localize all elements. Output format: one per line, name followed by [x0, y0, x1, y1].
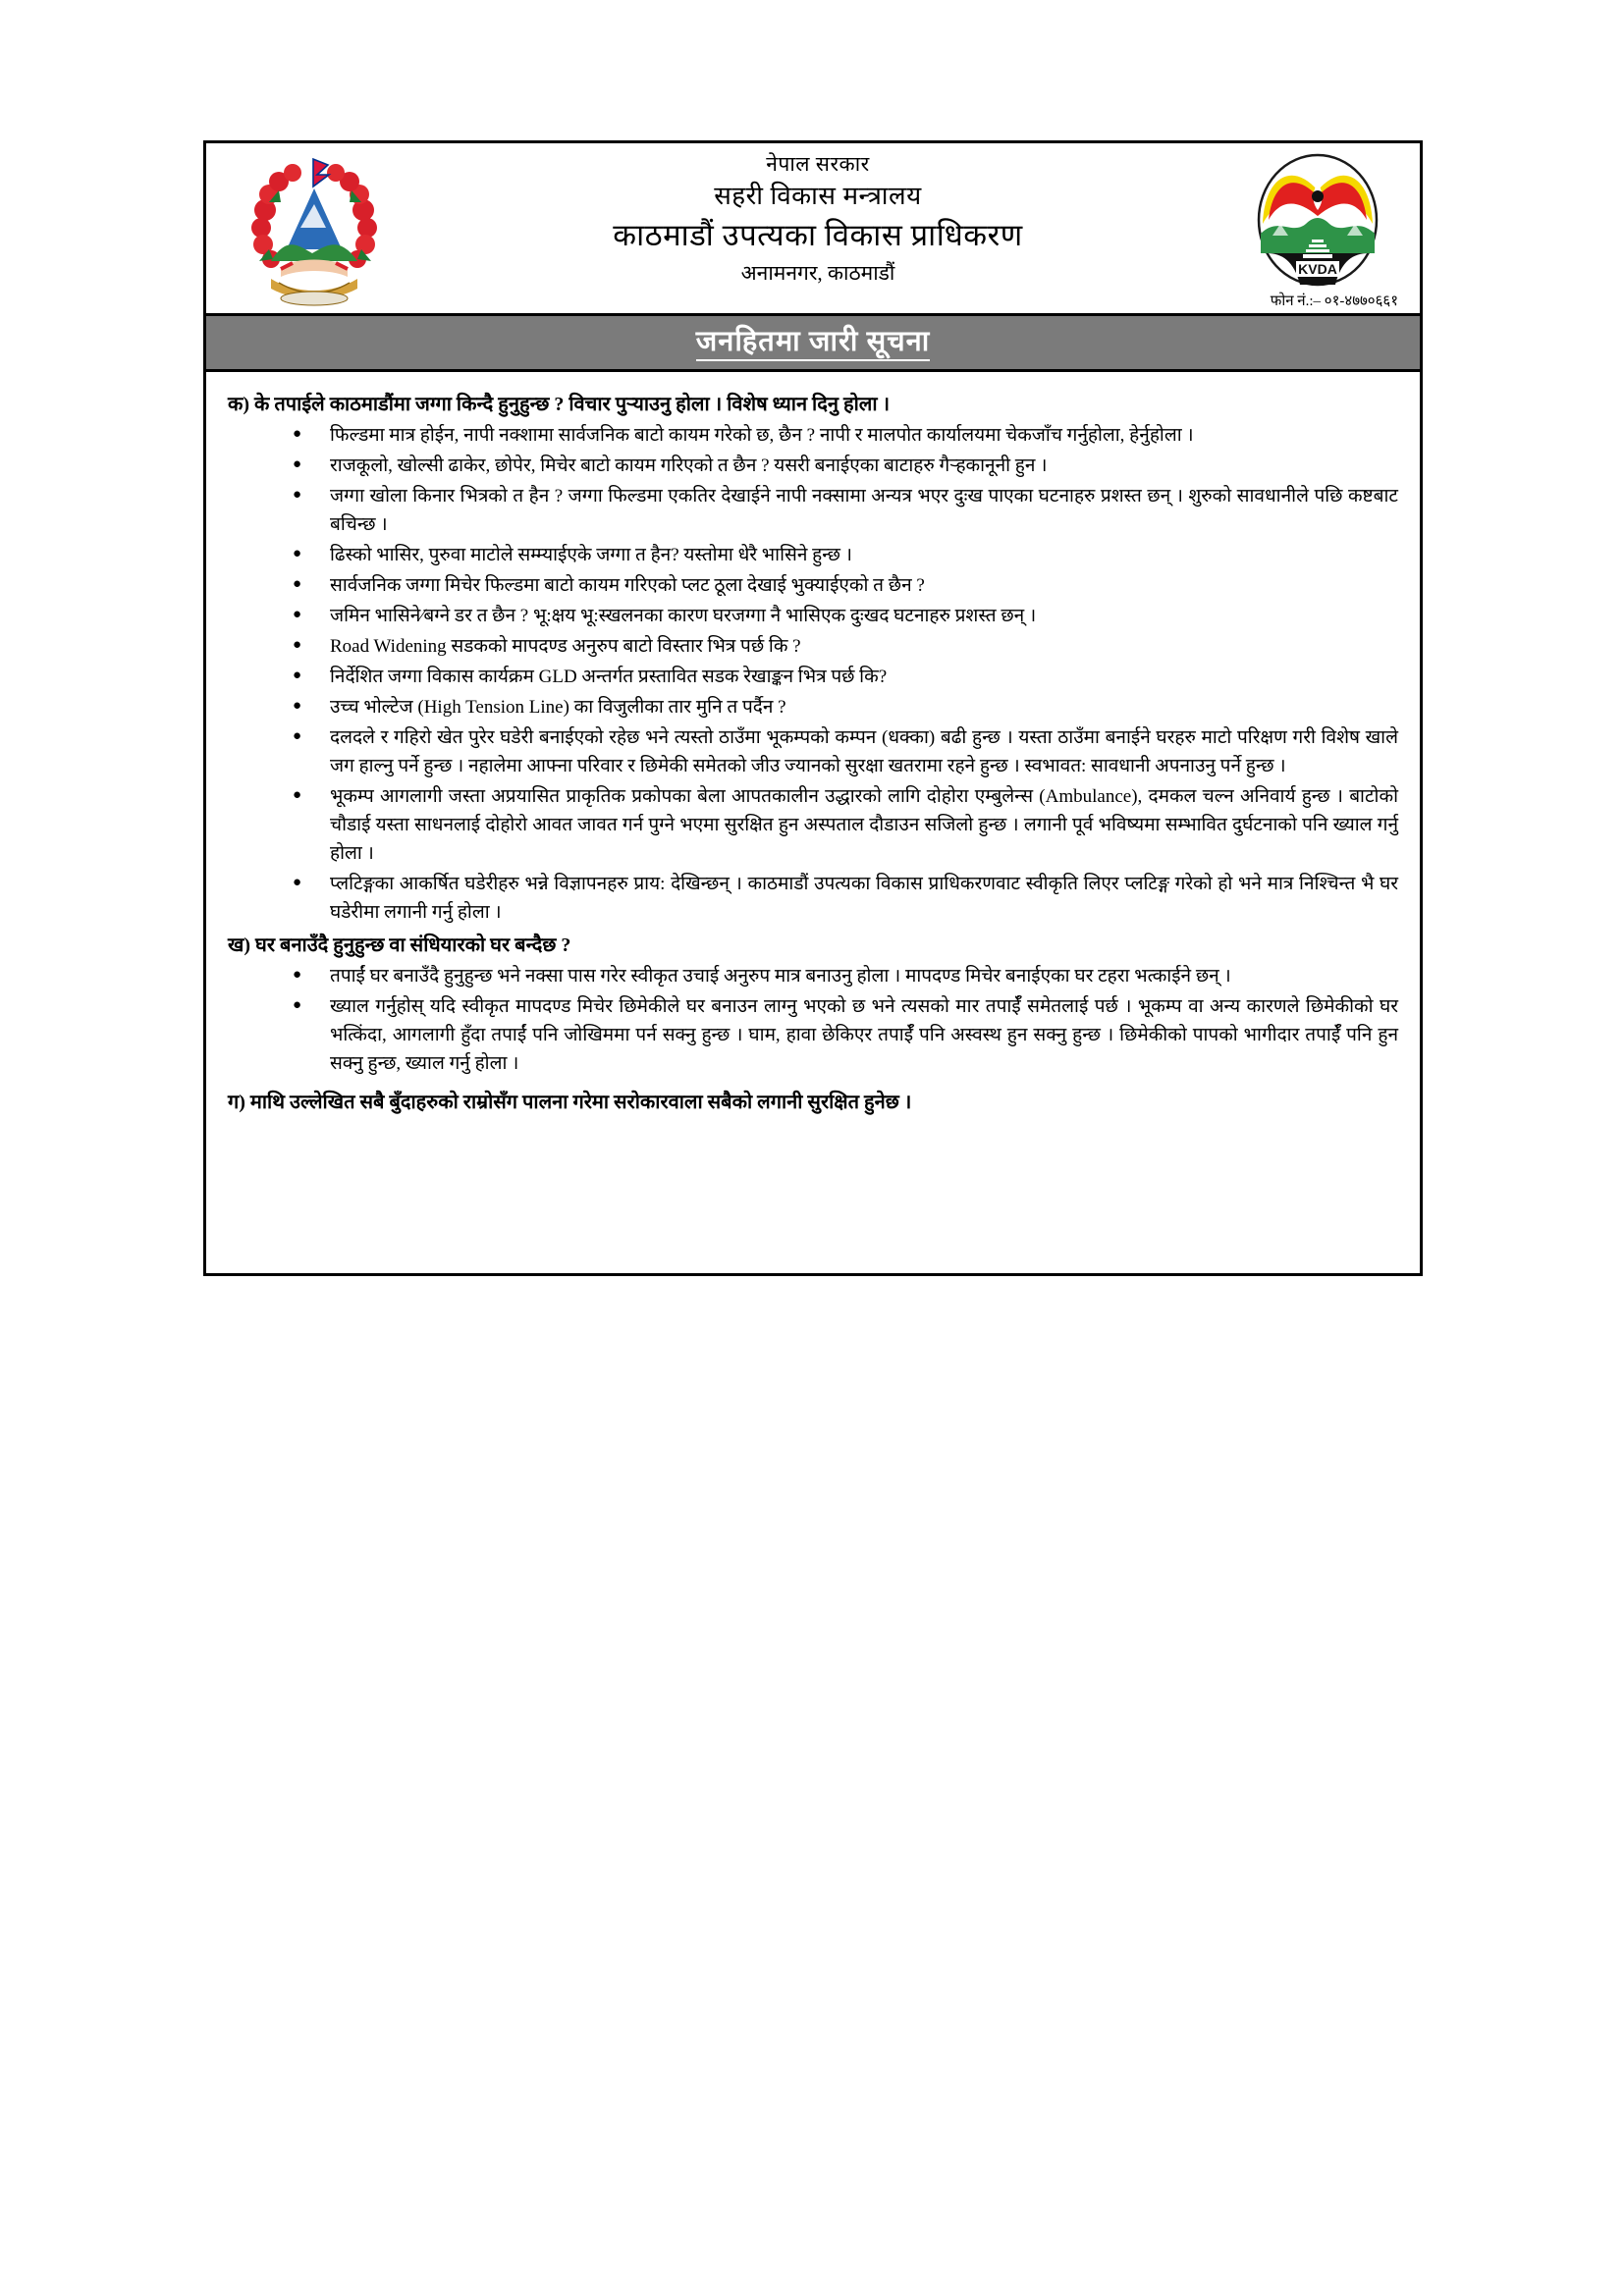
section-heading-kha: ख) घर बनाउँदै हुनुहुन्छ वा संधियारको घर बन्दैछ ? — [228, 934, 571, 956]
list-item: ● जग्गा खोला किनार भित्रको त हैन ? जग्गा फिल्डमा एकतिर देखाईने नापी नक्सामा अन्यत्र भएर दुःख पाएका घटनाहरु प्रशस्त छन् । शुरुको सावधानीले पछि कष्टबाट बचिन्छ । — [228, 482, 1398, 539]
list-item: ● तपाईं घर बनाउँदै हुनुहुन्छ भने नक्सा पास गरेर स्वीकृत उचाई अनुरुप मात्र बनाउनु होला । मापदण्ड मिचेर बनाईएका घर टहरा भत्काईने छन् । — [228, 962, 1398, 990]
list-item: ● निर्देशित जग्गा विकास कार्यक्रम GLD अन्तर्गत प्रस्तावित सडक रेखाङ्कन भित्र पर्छ कि? — [228, 663, 1398, 691]
kvda-logo — [1253, 151, 1382, 294]
svg-text:KVDA: KVDA — [1298, 261, 1337, 277]
notice-body — [206, 372, 1420, 1129]
list-item: ● फिल्डमा मात्र होईन, नापी नक्शामा सार्वजनिक बाटो कायम गरेको छ, छैन ? नापी र मालपोत कार्यालयमा चेकजाँच गर्नुहोला, हेर्नुहोला । — [228, 421, 1398, 450]
section-heading-ka: क) के तपाईले काठमाडौंमा जग्गा किन्दै हुनुहुन्छ ? विचार पुऱ्याउनु होला । विशेष ध्यान दिनु होला । — [228, 394, 891, 415]
address-line: अनामनगर, काठमाडौं — [740, 261, 895, 285]
list-item: ● ख्याल गर्नुहोस् यदि स्वीकृत मापदण्ड मिचेर छिमेकीले घर बनाउन लाग्नु भएको छ भने त्यसको मार तपाईँ समेतलाई पर्छ । भूकम्प वा अन्य कारणले छिमेकीको घर भत्किंदा, आगलागी हुँदा तपाईं पनि जोखिममा पर्न सक्नु हुन्छ । घाम, हावा छेकिएर तपाईँ पनि अस्वस्थ हुन सक्नु हुन्छ । छिमेकीको पापको भागीदार तपाईँ पनि हुन सक्नु हुन्छ, ख्याल गर्नु होला । — [228, 992, 1398, 1078]
list-item: ● Road Widening सडकको मापदण्ड अनुरुप बाटो विस्तार भित्र पर्छ कि ? — [228, 632, 1398, 661]
bullet-list-ka — [228, 421, 1398, 927]
list-item: ● जमिन भासिने⁄बग्ने डर त छैन ? भू:क्षय भू:स्खलनका कारण घरजग्गा नै भासिएक दुःखद घटनाहरु प्रशस्त छन् । — [228, 602, 1398, 630]
nepal-government-emblem — [236, 151, 393, 308]
phone-line: फोन नं.:– ०१-४७७०६६१ — [1270, 294, 1398, 309]
list-item: ● उच्च भोल्टेज (High Tension Line) का विजुलीका तार मुनि त पर्दैन ? — [228, 693, 1398, 721]
list-item: ● ढिस्को भासिर, पुरुवा माटोले सम्म्याईएके जग्गा त हैन? यस्तोमा धेरै भासिने हुन्छ । — [228, 541, 1398, 569]
ministry-line: सहरी विकास मन्त्रालय — [714, 182, 922, 210]
letterhead — [206, 143, 1420, 316]
list-item: ● भूकम्प आगलागी जस्ता अप्रयासित प्राकृतिक प्रकोपका बेला आपतकालीन उद्धारको लागि दोहोरा एम्बुलेन्स (Ambulance), दमकल चल्न अनिवार्य हुन्छ । बाटोको चौडाई यस्ता साधनलाई दोहोरो आवत जावत गर्न पुग्ने भएमा सुरक्षित हुन अस्पताल दौडाउन सजिलो हुन्छ । लगानी पूर्व भविष्यमा सम्भावित दुर्घटनाको पनि ख्याल गर्नु होला । — [228, 782, 1398, 868]
list-item: ● प्लटिङ्गका आकर्षित घडेरीहरु भन्ने विज्ञापनहरु प्राय: देखिन्छन् । काठमाडौं उपत्यका विकास प्राधिकरणवाट स्वीकृति लिएर प्लटिङ्ग गरेको हो भने मात्र निश्चिन्त भै घर घडेरीमा लगानी गर्नु होला । — [228, 870, 1398, 927]
letterhead-text-block — [403, 149, 1233, 289]
banner-title: जनहितमा जारी सूचना — [696, 325, 930, 361]
bullet-list-kha — [228, 962, 1398, 1078]
notice-banner — [206, 316, 1420, 372]
section-heading-ga: ग) माथि उल्लेखित सबै बुँदाहरुको राम्रोसँग पालना गरेमा सरोकारवाला सबैको लगानी सुरक्षित हुनेछ । — [228, 1092, 912, 1113]
government-line: नेपाल सरकार — [766, 152, 870, 176]
notice-frame — [203, 140, 1423, 1276]
list-item: ● राजकूलो, खोल्सी ढाकेर, छोपेर, मिचेर बाटो कायम गरिएको त छैन ? यसरी बनाईएका बाटाहरु गैऱ्हकानूनी हुन । — [228, 452, 1398, 480]
list-item: ● दलदले र गहिरो खेत पुरेर घडेरी बनाईएको रहेछ भने त्यस्तो ठाउँमा भूकम्पको कम्पन (धक्का) बढी हुन्छ । यस्ता ठाउँमा बनाईने घरहरु माटो परिक्षण गरी विशेष खाले जग हाल्नु पर्ने हुन्छ । नहालेमा आफ्ना परिवार र छिमेकी समेतको जीउ ज्यानको सुरक्षा खतरामा रहने हुन्छ । स्वभावत: सावधानी अपनाउनु पर्ने हुन्छ । — [228, 723, 1398, 780]
list-item: ● सार्वजनिक जग्गा मिचेर फिल्डमा बाटो कायम गरिएको प्लट ठूला देखाई भुक्याईएको त छैन ? — [228, 571, 1398, 600]
authority-line: काठमाडौं उपत्यका विकास प्राधिकरण — [613, 218, 1023, 252]
